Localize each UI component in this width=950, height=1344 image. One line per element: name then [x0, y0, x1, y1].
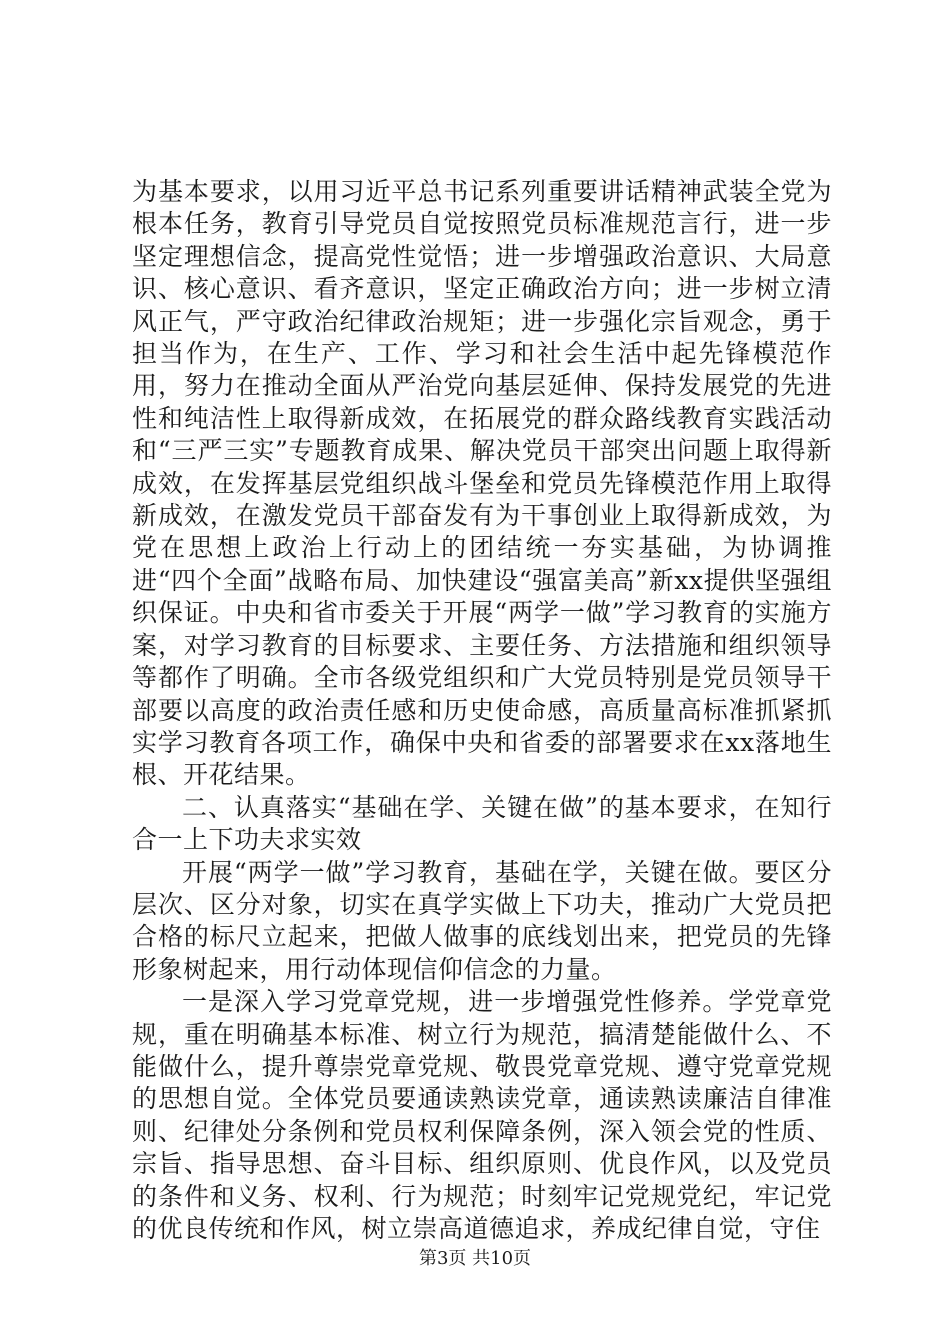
paragraph: 开展“两学一做”学习教育，基础在学，关键在做。要区分层次、区分对象，切实在真学实做上下功夫，推动广大党员把合格的标尺立起来，把做人做事的底线划出来，把党员的先锋形象树起来，用行动体现信仰信念的力量。: [132, 857, 832, 984]
paragraph: 一是深入学习党章党规，进一步增强党性修养。学党章党规，重在明确基本标准、树立行为规范，搞清楚能做什么、不能做什么，提升尊崇党章党规、敬畏党章党规、遵守党章党规的思想自觉。全体党员要通读熟读党章，通读熟读廉洁自律准则、纪律处分条例和党员权利保障条例，深入领会党的性质、宗旨、指导思想、奋斗目标、组织原则、优良作风，以及党员的条件和义务、权利、行为规范；时刻牢记党规党纪，牢记党的优良传统和作风，树立崇高道德追求，养成纪律自觉，守住: [132, 987, 832, 1243]
page-footer: 第3页 共10页: [418, 1248, 532, 1269]
paragraph-continuation: 为基本要求，以用习近平总书记系列重要讲话精神武装全党为根本任务，教育引导党员自觉按照党员标准规范言行，进一步坚定理想信念，提高党性觉悟；进一步增强政治意识、大局意识、核心意识、看齐意识，坚定正确政治方向；进一步树立清风正气，严守政治纪律政治规矩；进一步强化宗旨观念，勇于担当作为，在生产、工作、学习和社会生活中起先锋模范作用，努力在推动全面从严治党向基层延伸、保持发展党的先进性和纯洁性上取得新成效，在拓展党的群众路线教育实践活动和“三严三实”专题教育成果、解决党员干部突出问题上取得新成效，在发挥基层党组织战斗堡垒和党员先锋模范作用上取得新成效，在激发党员干部奋发有为干事创业上取得新成效，为党在思想上政治上行动上的团结统一夯实基础，为协调推进“四个全面”战略布局、加快建设“强富美高”新xx提供坚强组织保证。中央和省市委关于开展“两学一做”学习教育的实施方案，对学习教育的目标要求、主要任务、方法措施和组织领导等都作了明确。全市各级党组织和广大党员特别是党员领导干部要以高度的政治责任感和历史使命感，高质量高标准抓紧抓实学习教育各项工作，确保中央和省委的部署要求在xx落地生根、开花结果。: [132, 177, 832, 790]
document-body: [132, 176, 832, 1245]
section-heading: 二、认真落实“基础在学、关键在做”的基本要求，在知行合一上下功夫求实效: [132, 792, 832, 855]
